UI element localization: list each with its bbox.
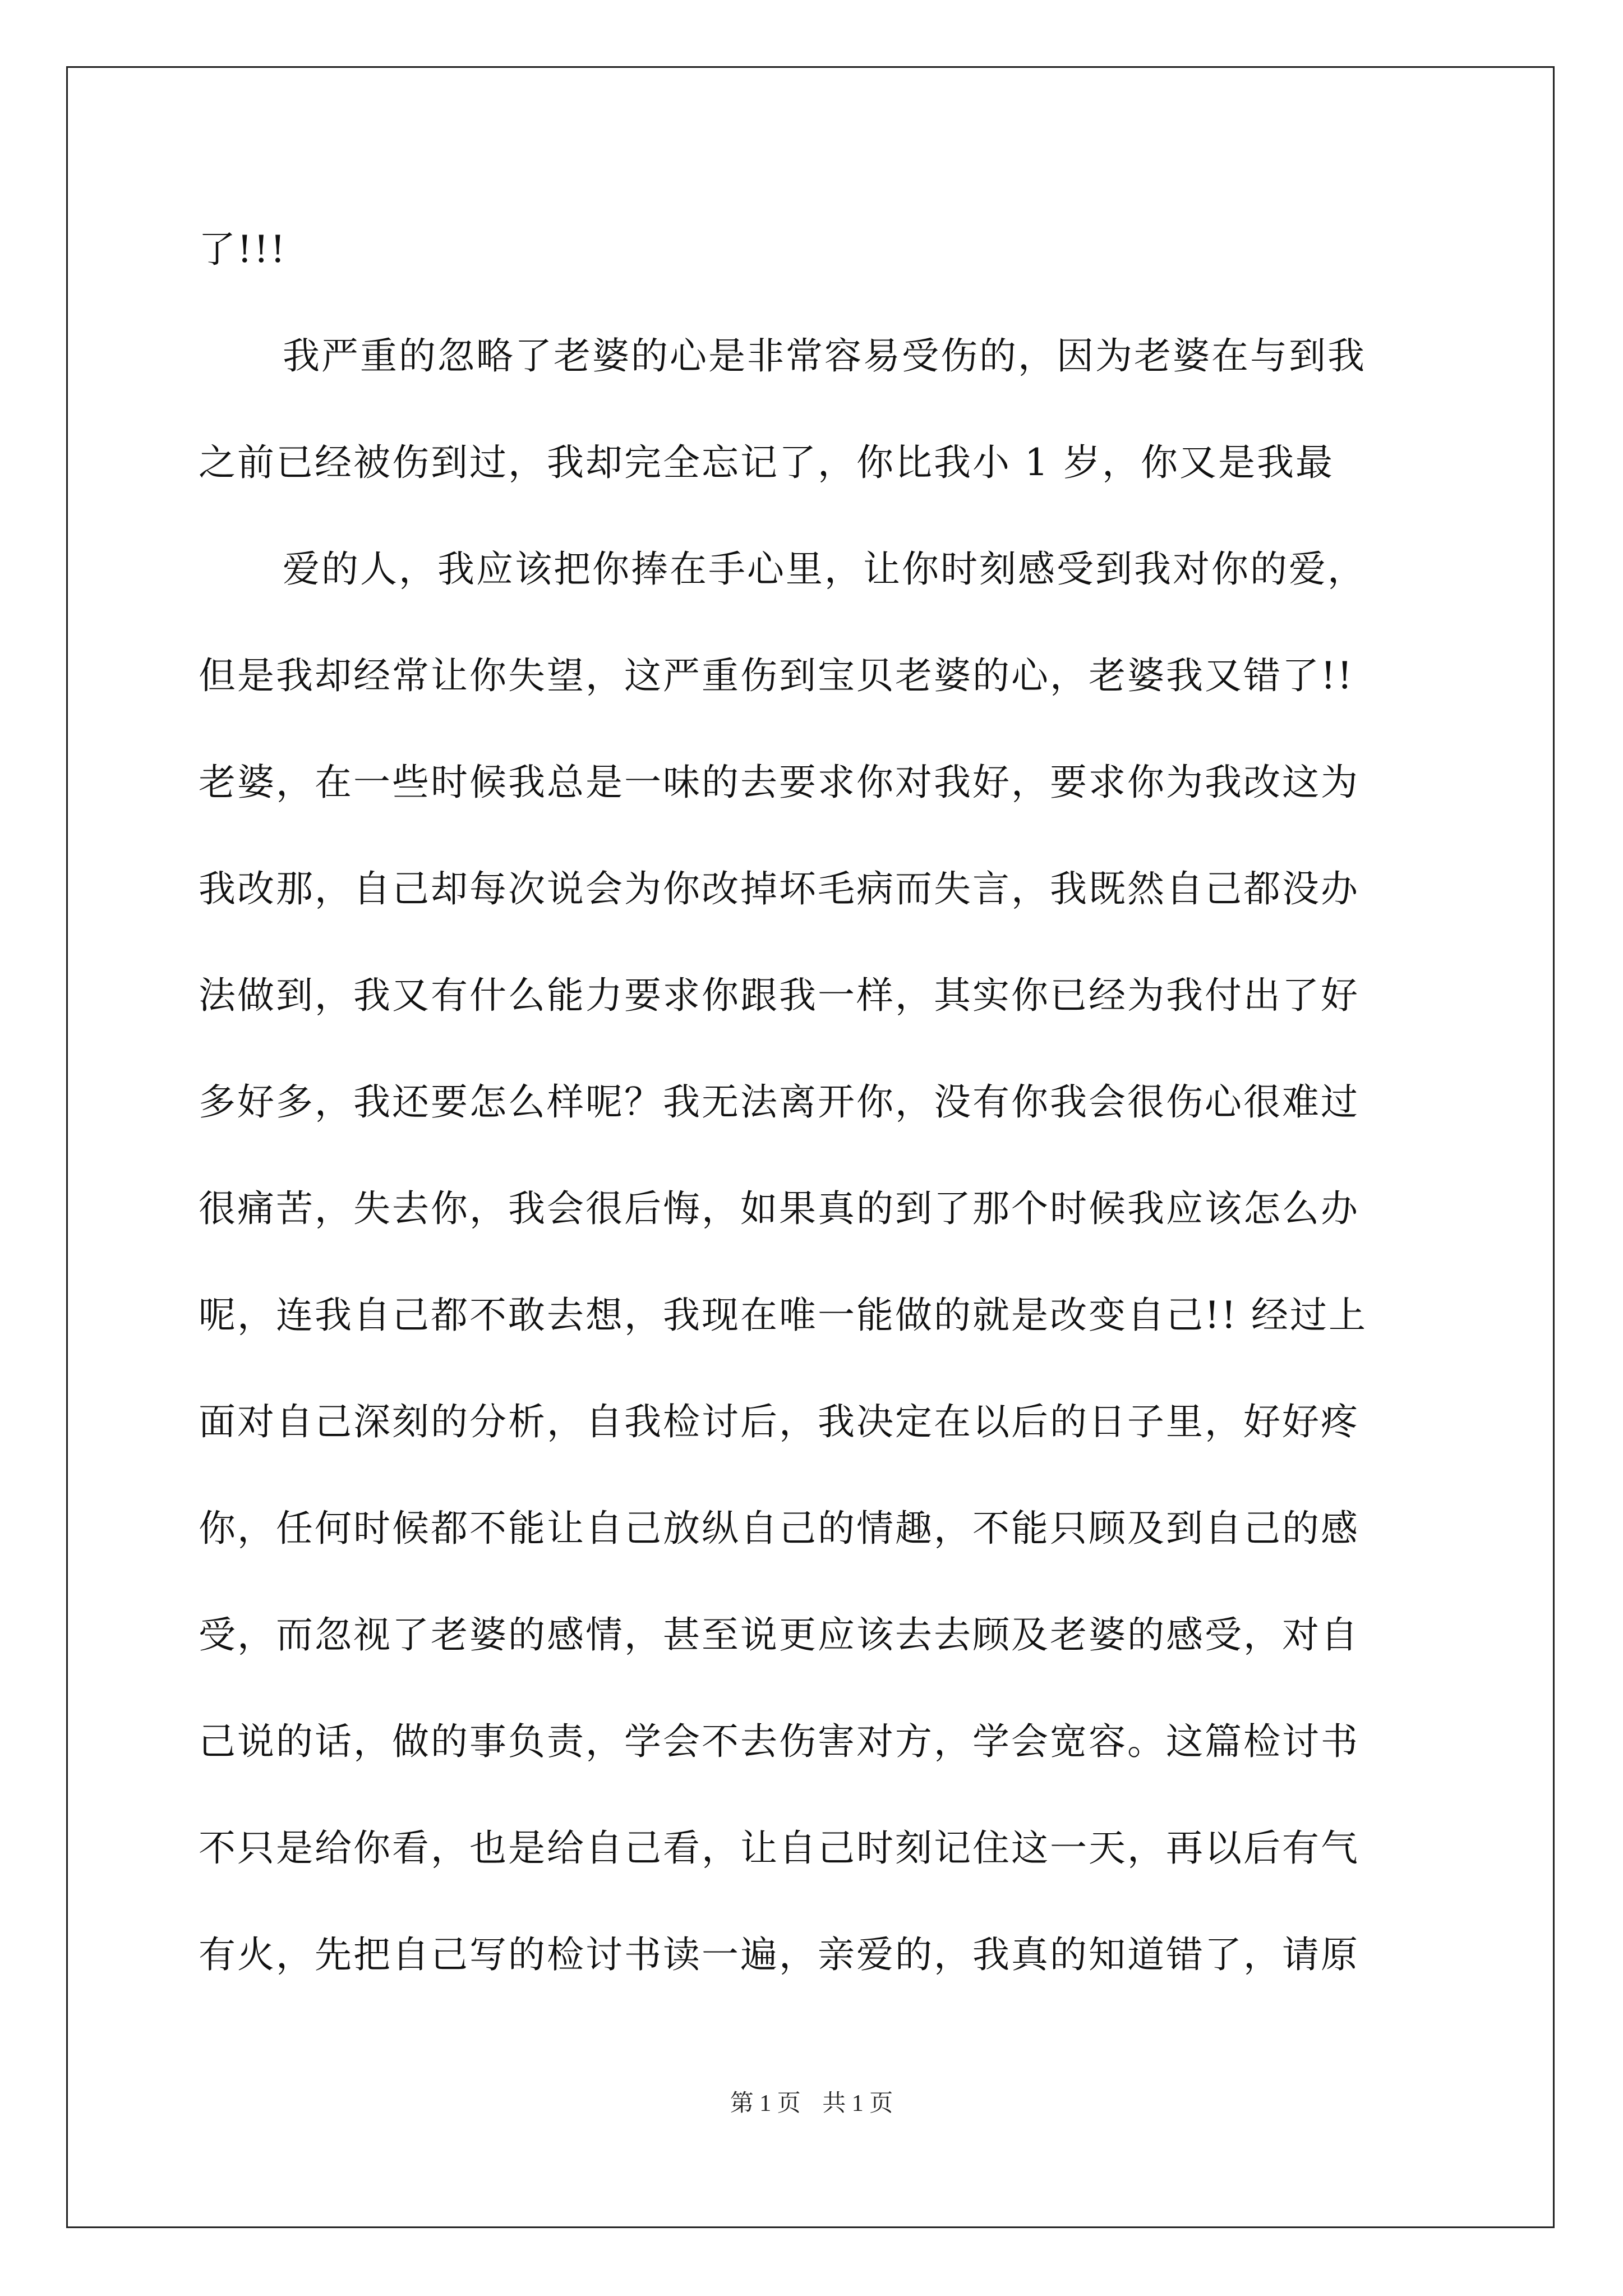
text-line-4: 爱的人，我应该把你捧在手心里，让你时刻感受到我对你的爱， bbox=[283, 547, 1366, 591]
document-body bbox=[199, 208, 1432, 2019]
page-total: 共 1 页 bbox=[822, 2091, 893, 2116]
text-line-15: 己说的话，做的事负责，学会不去伤害对方，学会宽容。这篇检讨书 bbox=[199, 1720, 1359, 1763]
text-line-9: 多好多，我还要怎么样呢？我无法离开你，没有你我会很伤心很难过 bbox=[199, 1080, 1359, 1124]
text-line-16: 不只是给你看，也是给自己看，让自己时刻记住这一天，再以后有气 bbox=[199, 1826, 1359, 1870]
text-line-17: 有火，先把自己写的检讨书读一遍，亲爱的，我真的知道错了，请原 bbox=[199, 1933, 1359, 1976]
text-line-6: 老婆，在一些时候我总是一味的去要求你对我好，要求你为我改这为 bbox=[199, 761, 1359, 804]
text-line-10: 很痛苦，失去你，我会很后悔，如果真的到了那个时候我应该怎么办 bbox=[199, 1187, 1359, 1230]
text-line-7: 我改那，自己却每次说会为你改掉坏毛病而失言，我既然自己都没办 bbox=[199, 867, 1359, 910]
text-line-12: 面对自己深刻的分析，自我检讨后，我决定在以后的日子里，好好疼 bbox=[199, 1400, 1359, 1443]
text-line-5: 但是我却经常让你失望，这严重伤到宝贝老婆的心，老婆我又错了!! bbox=[199, 654, 1354, 697]
text-line-11: 呢，连我自己都不敢去想，我现在唯一能做的就是改变自己!! 经过上 bbox=[199, 1294, 1368, 1337]
text-line-8: 法做到，我又有什么能力要求你跟我一样，其实你已经为我付出了好 bbox=[199, 974, 1359, 1017]
text-line-13: 你，任何时候都不能让自己放纵自己的情趣，不能只顾及到自己的感 bbox=[199, 1507, 1359, 1550]
text-line-1: 了!!! bbox=[199, 228, 287, 271]
page-number: 第 1 页 bbox=[730, 2091, 801, 2116]
page-footer bbox=[0, 2087, 1623, 2120]
text-line-3: 之前已经被伤到过，我却完全忘记了，你比我小 1 岁，你又是我最 bbox=[199, 441, 1334, 484]
text-line-14: 受，而忽视了老婆的感情，甚至说更应该去去顾及老婆的感受，对自 bbox=[199, 1613, 1359, 1657]
text-line-2: 我严重的忽略了老婆的心是非常容易受伤的，因为老婆在与到我 bbox=[283, 334, 1366, 378]
